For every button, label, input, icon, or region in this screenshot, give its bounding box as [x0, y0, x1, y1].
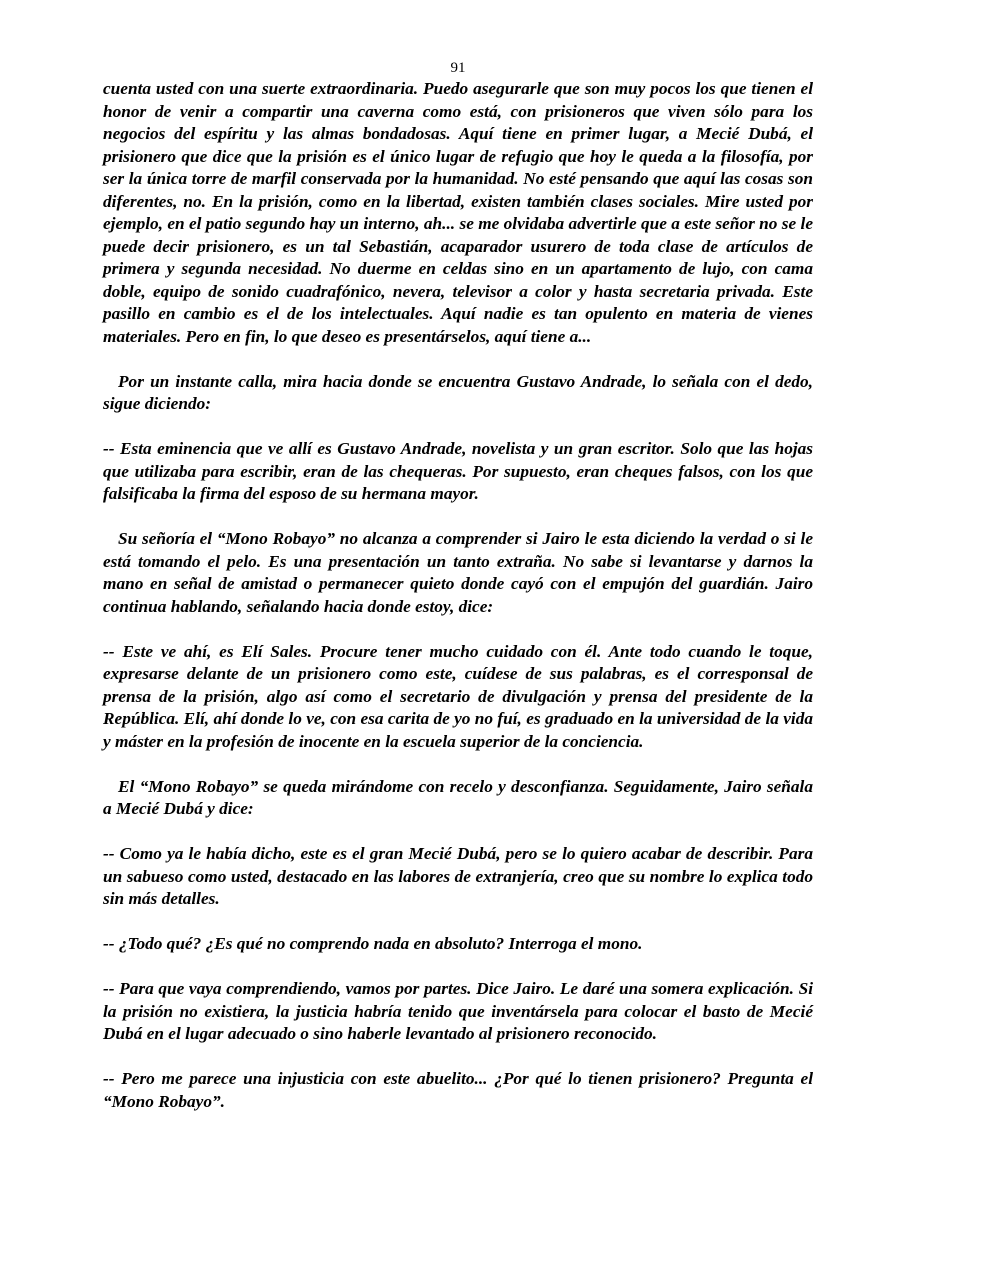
paragraph: -- Esta eminencia que ve allí es Gustavo Andrade, novelista y un gran escritor. Solo que las hojas que utilizaba para escribir, eran de las chequeras. Por supuesto, eran cheques falsos, con los que falsificaba la firma del esposo de su hermana mayor.	[103, 439, 813, 503]
paragraph: -- Este ve ahí, es Elí Sales. Procure tener mucho cuidado con él. Ante todo cuando le toque, expresarse delante de un prisionero como este, cuídese de sus palabras, es el corresponsal de prensa de la prisión, algo así como el secretario de divulgación y prensa del presidente de la República. Elí, ahí donde lo ve, con esa carita de yo no fuí, es graduado en la universidad de la vida y máster en la profesión de inocente en la escuela superior de la conciencia.	[103, 641, 813, 751]
paragraph: Por un instante calla, mira hacia donde se encuentra Gustavo Andrade, lo señala con el dedo, sigue diciendo:	[103, 371, 813, 413]
paragraph: -- Para que vaya comprendiendo, vamos por partes. Dice Jairo. Le daré una somera explicación. Si la prisión no existiera, la justicia habría tenido que inventársela para colocar el basto de Mecié Dubá en el lugar adecuado o sino haberle levantado al prisionero reconocido.	[103, 979, 813, 1043]
paragraph: -- ¿Todo qué? ¿Es qué no comprendo nada en absoluto? Interroga el mono.	[103, 934, 643, 953]
paragraph: -- Como ya le había dicho, este es el gran Mecié Dubá, pero se lo quiero acabar de describir. Para un sabueso como usted, destacado en las labores de extranjería, creo que su nombre lo explica todo sin más detalles.	[103, 844, 813, 908]
paragraph: Su señoría el “Mono Robayo” no alcanza a comprender si Jairo le esta diciendo la verdad o si le está tomando el pelo. Es una presentación un tanto extraña. No sabe si levantarse y darnos la mano en señal de amistad o permanecer quieto donde cayó con el empujón del guardián. Jairo continua hablando, señalando hacia donde estoy, dice:	[103, 529, 813, 616]
paragraph: cuenta usted con una suerte extraordinaria. Puedo asegurarle que son muy pocos los que tienen el honor de venir a compartir una caverna como está, con prisioneros que viven sólo para los negocios del espíritu y las almas bondadosas. Aquí tiene en primer lugar, a Mecié Dubá, el prisionero que dice que la prisión es el único lugar de refugio que hoy le queda a la filosofía, por ser la única torre de marfil conservada por la humanidad. No esté pensando que aquí las cosas son diferentes, no. En la prisión, como en la libertad, existen también clases sociales. Mire usted por ejemplo, en el patio segundo hay un interno, ah... se me olvidaba advertirle que a este señor no se le puede decir prisionero, es un tal Sebastián, acaparador usurero de toda clase de artículos de primera y segunda necesidad. No duerme en celdas sino en un apartamento de lujo, con cama doble, equipo de sonido cuadrafónico, nevera, televisor a color y hasta secretaria privada. Este pasillo en cambio es el de los intelectuales. Aquí nadie es tan opulento en materia de vienes materiales. Pero en fin, lo que deseo es presentárselos, aquí tiene a...	[103, 79, 813, 346]
paragraph: El “Mono Robayo” se queda mirándome con recelo y desconfianza. Seguidamente, Jairo señala a Mecié Dubá y dice:	[103, 776, 813, 818]
paragraph: -- Pero me parece una injusticia con este abuelito... ¿Por qué lo tienen prisionero? Pregunta el “Mono Robayo”.	[103, 1069, 813, 1111]
page-number: 91	[450, 60, 466, 76]
body-text	[103, 78, 813, 1136]
